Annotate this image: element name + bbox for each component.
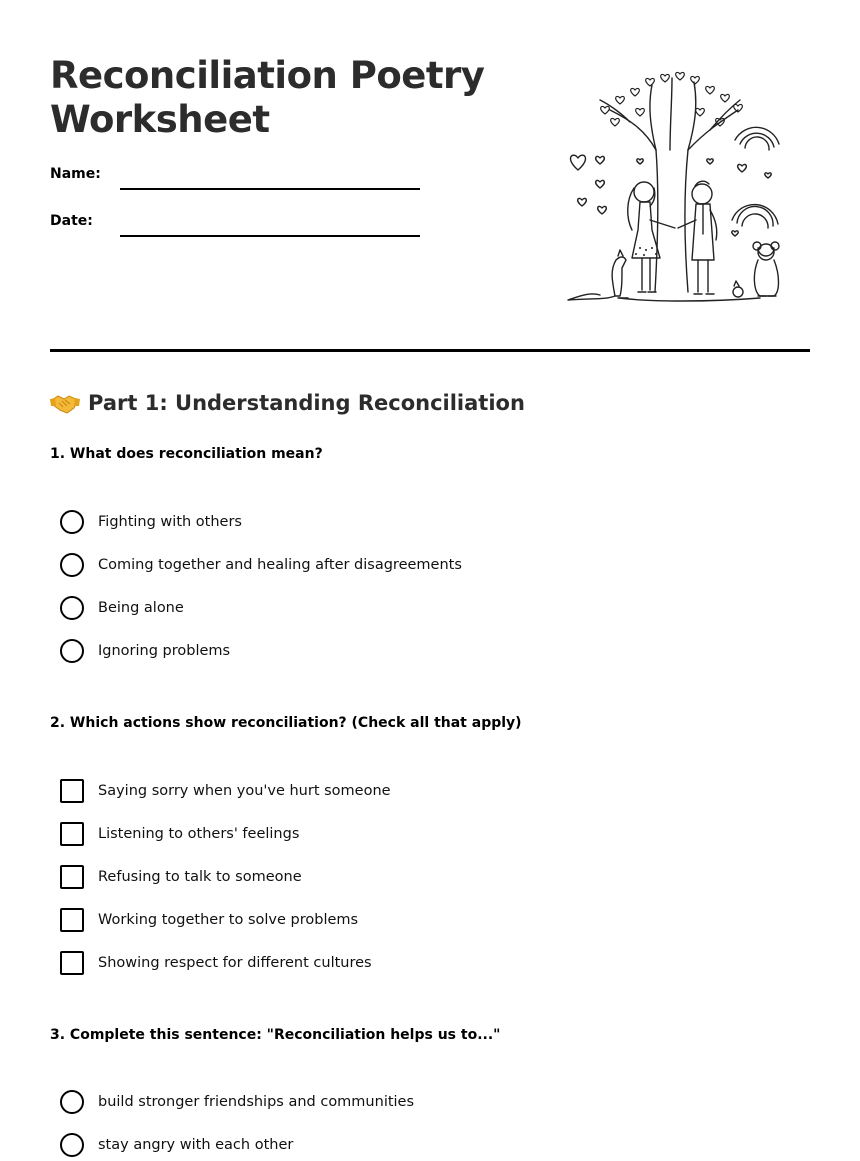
date-field (50, 213, 420, 229)
children-under-tree-illustration (560, 70, 785, 305)
checkbox[interactable] (60, 951, 84, 975)
name-field (50, 166, 420, 182)
question-1: 1. What does reconciliation mean? (50, 446, 323, 462)
radio-button[interactable] (60, 1133, 84, 1157)
part1-heading (50, 390, 525, 416)
option-label: Being alone (98, 600, 184, 616)
q2-option-3[interactable] (60, 865, 302, 889)
option-label: Working together to solve problems (98, 912, 359, 928)
option-label: Coming together and healing after disagreements (98, 557, 462, 573)
checkbox[interactable] (60, 779, 84, 803)
option-label: build stronger friendships and communities (98, 1094, 415, 1110)
checkbox[interactable] (60, 908, 84, 932)
handshake-icon (50, 390, 80, 416)
q3-option-1[interactable] (60, 1090, 414, 1114)
q2-option-4[interactable] (60, 908, 358, 932)
name-label: Name: (50, 166, 101, 182)
option-label: Fighting with others (98, 514, 242, 530)
q1-option-2[interactable] (60, 553, 462, 577)
date-input-line[interactable] (120, 235, 420, 237)
checkbox[interactable] (60, 865, 84, 889)
q2-option-2[interactable] (60, 822, 299, 846)
name-input-line[interactable] (120, 188, 420, 190)
radio-button[interactable] (60, 596, 84, 620)
q1-option-3[interactable] (60, 596, 184, 620)
option-label: stay angry with each other (98, 1137, 294, 1153)
option-label: Saying sorry when you've hurt someone (98, 783, 391, 799)
question-2: 2. Which actions show reconciliation? (Check all that apply) (50, 715, 522, 731)
date-label: Date: (50, 213, 93, 229)
checkbox[interactable] (60, 822, 84, 846)
option-label: Refusing to talk to someone (98, 869, 302, 885)
section-divider (50, 349, 810, 352)
radio-button[interactable] (60, 1090, 84, 1114)
question-3: 3. Complete this sentence: "Reconciliation helps us to..." (50, 1027, 501, 1043)
q3-option-2[interactable] (60, 1133, 293, 1157)
page-title: Reconciliation Poetry Worksheet (50, 54, 485, 141)
radio-button[interactable] (60, 639, 84, 663)
option-label: Showing respect for different cultures (98, 955, 372, 971)
option-label: Listening to others' feelings (98, 826, 300, 842)
q1-option-1[interactable] (60, 510, 242, 534)
part1-heading-text: Part 1: Understanding Reconciliation (88, 391, 525, 415)
option-label: Ignoring problems (98, 643, 231, 659)
radio-button[interactable] (60, 553, 84, 577)
q1-option-4[interactable] (60, 639, 230, 663)
radio-button[interactable] (60, 510, 84, 534)
q2-option-5[interactable] (60, 951, 372, 975)
q2-option-1[interactable] (60, 779, 391, 803)
